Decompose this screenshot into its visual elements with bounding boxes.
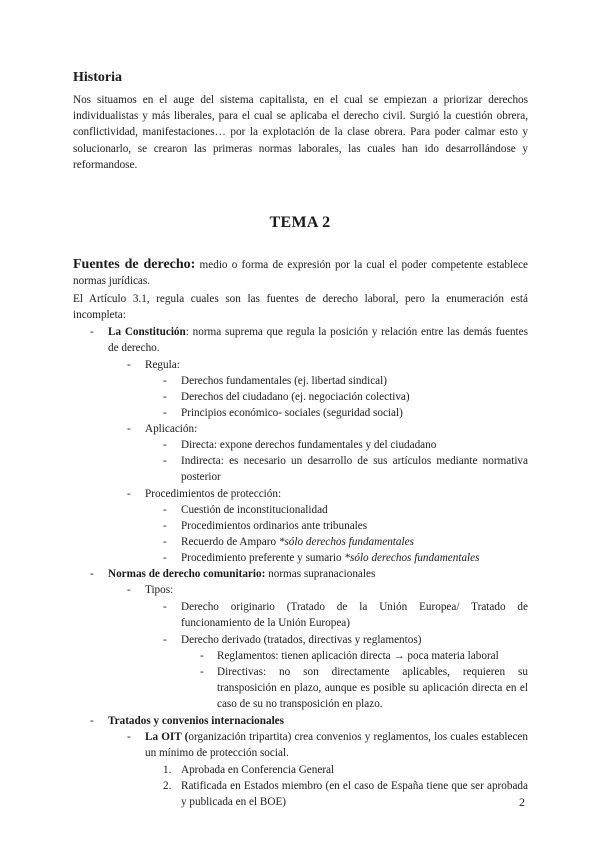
bullet-dash: - [90, 568, 94, 580]
bullet-dash: - [200, 666, 204, 678]
tratados-term: Tratados y convenios internacionales [108, 715, 284, 727]
bullet-dash: - [127, 423, 131, 435]
comunitario-text: normas supranacionales [265, 568, 376, 580]
list-number: 2. [163, 780, 172, 792]
oit-text: organización tripartita) crea convenios y reglamentos, los cuales establecen un mínimo de protección social. [145, 731, 528, 760]
bullet-dash: - [127, 359, 131, 371]
historia-heading: Historia [73, 70, 122, 85]
bullet-dash: - [163, 375, 167, 387]
historia-paragraph: Nos situamos en el auge del sistema capitalista, en el cual se empiezan a priorizar derechos individualistas y más liberales, para el cual se aplicaba el derecho civil. Surgió la cuestión obrera, conflictividad, manifestaciones… por la explotación de la clase obrera. Para poder calmar esto y solucionarlo, se crearon las primeras normas laborales, las cuales han ido desarrollándose y reformandose. [73, 94, 528, 171]
procedimientos-label: Procedimientos de protección: [145, 488, 282, 500]
bullet-dash: - [163, 634, 167, 646]
bullet-dash: - [163, 391, 167, 403]
preferente-text: Procedimiento preferente y sumario [181, 552, 345, 564]
regula-item: Derechos fundamentales (ej. libertad sindical) [181, 375, 387, 387]
derecho-derivado: Derecho derivado (tratados, directivas y reglamentos) [181, 634, 422, 646]
bullet-dash: - [163, 601, 167, 613]
articulo-paragraph: El Artículo 3.1, regula cuales son las fuentes de derecho laboral, pero la enumeración está incompleta: [73, 293, 528, 322]
bullet-dash: - [90, 715, 94, 727]
aplicacion-label: Aplicación: [145, 423, 198, 435]
oit-item [145, 729, 528, 761]
procedimiento-preferente [181, 550, 479, 566]
constitucion-item [108, 324, 528, 356]
derecho-originario: Derecho originario (Tratado de la Unión Europea/ Tratado de funcionamiento de la Unión Europea) [181, 601, 528, 630]
procedimiento-item: Cuestión de inconstitucionalidad [181, 504, 328, 516]
bullet-dash: - [163, 520, 167, 532]
fuentes-definition: medio o forma de expresión por la cual el poder competente establece normas jurídicas. [73, 259, 528, 288]
amparo-note: *sólo derechos fundamentales [278, 536, 414, 548]
oit-term: La OIT ( [145, 731, 189, 743]
regula-item: Principios económico- sociales (seguridad social) [181, 407, 403, 419]
aplicacion-indirecta: Indirecta: es necesario un desarrollo de sus artículos mediante normativa posterior [181, 455, 528, 484]
constitucion-text: : norma suprema que regula la posición y relación entre las demás fuentes de derecho. [108, 326, 528, 355]
constitucion-term: La Constitución [108, 326, 186, 338]
bullet-dash: - [163, 536, 167, 548]
bullet-dash: - [127, 488, 131, 500]
regula-label: Regula: [145, 359, 180, 371]
bullet-dash: - [163, 407, 167, 419]
bullet-dash: - [163, 552, 167, 564]
bullet-dash: - [163, 504, 167, 516]
fuentes-term: Fuentes de derecho: [73, 257, 196, 272]
reglamentos-item: Reglamentos: tienen aplicación directa → poca materia laboral [217, 650, 499, 662]
bullet-dash: - [163, 455, 167, 467]
tipos-label: Tipos: [145, 584, 174, 596]
numbered-item: Aprobada en Conferencia General [181, 764, 335, 776]
numbered-item: Ratificada en Estados miembro (en el caso de España tiene que ser aprobada y publicada en el BOE) [181, 780, 528, 809]
aplicacion-directa: Directa: expone derechos fundamentales y del ciudadano [181, 439, 437, 451]
page-number: 2 [519, 795, 525, 809]
regula-item: Derechos del ciudadano (ej. negociación colectiva) [181, 391, 410, 403]
fuentes-paragraph [73, 257, 528, 289]
bullet-dash: - [90, 326, 94, 338]
bullet-dash: - [127, 584, 131, 596]
amparo-text: Recuerdo de Amparo [181, 536, 279, 548]
list-number: 1. [163, 764, 172, 776]
preferente-note: *sólo derechos fundamentales [344, 552, 480, 564]
procedimiento-item: Procedimientos ordinarios ante tribunales [181, 520, 368, 532]
bullet-dash: - [200, 650, 204, 662]
tema-title: TEMA 2 [269, 214, 331, 231]
tratados-item [108, 713, 284, 729]
bullet-dash: - [127, 731, 131, 743]
procedimiento-amparo [181, 534, 414, 550]
directivas-item: Directivas: no son directamente aplicables, requieren su transposición en plazo, aunque es posible su aplicación directa en el caso de su no transposición en plazo. [217, 666, 528, 711]
comunitario-term: Normas de derecho comunitario: [108, 568, 266, 580]
bullet-dash: - [163, 439, 167, 451]
comunitario-item [108, 566, 375, 582]
